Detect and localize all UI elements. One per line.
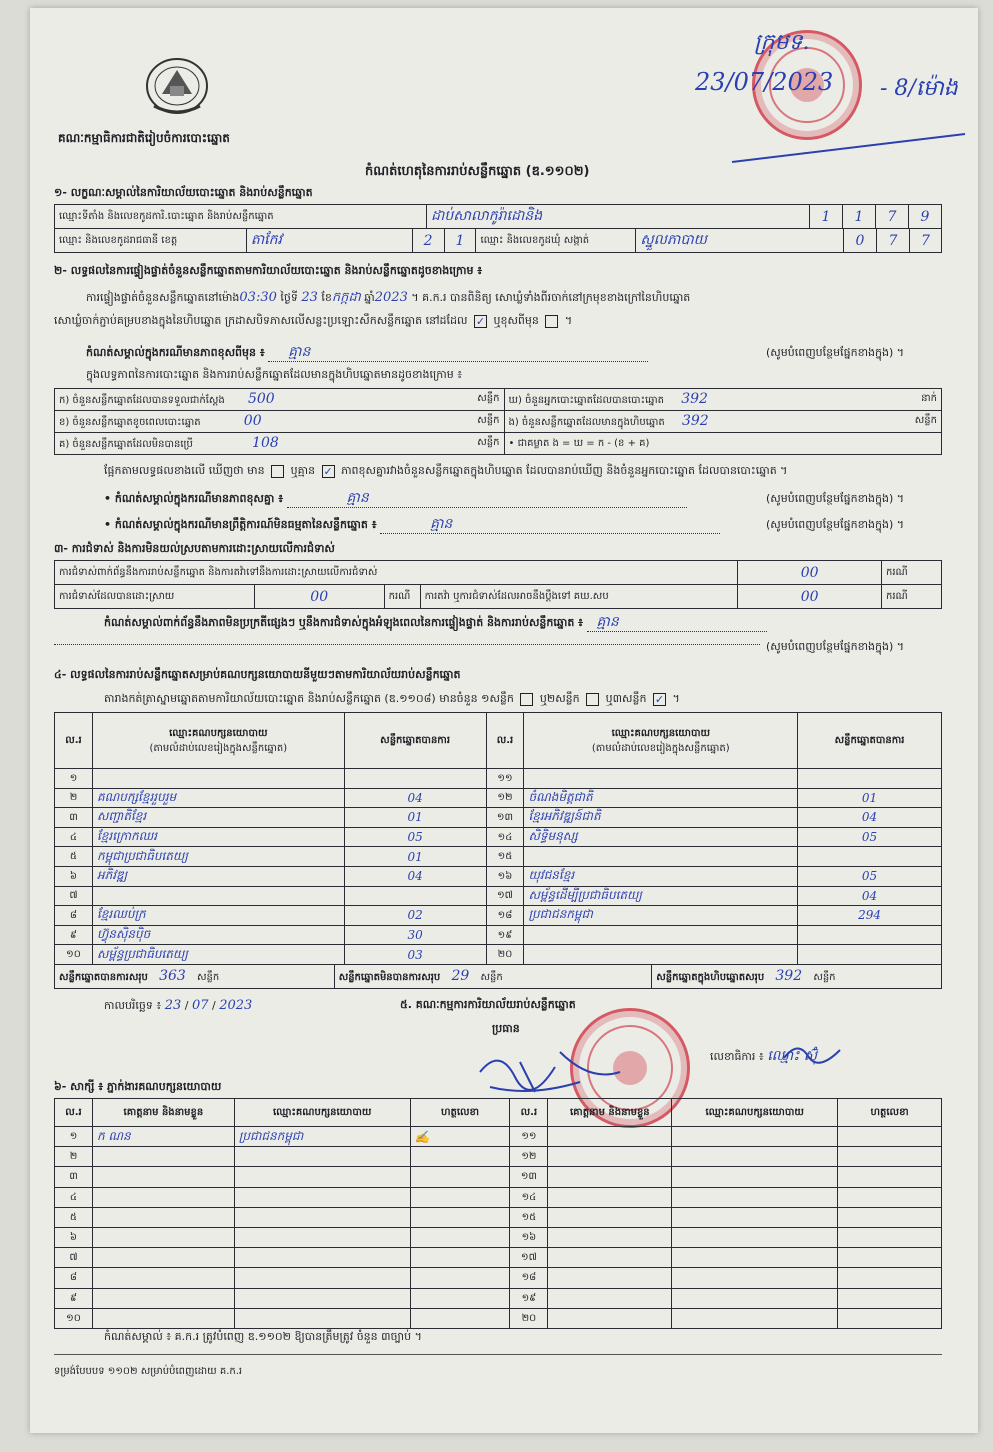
row-number: ៧ bbox=[55, 886, 93, 906]
valid-votes bbox=[798, 769, 942, 789]
valid-votes: 05 bbox=[798, 827, 942, 847]
count-row-c: គ) ចំនួនសន្លឹកឆ្នោតដែលមិនបានប្រើ 108 សន្លឹក bbox=[55, 433, 505, 455]
witness-signature bbox=[410, 1268, 510, 1288]
station-value: ដាប់សាលាកូរ៉ាដោនិង bbox=[427, 205, 810, 229]
results-row bbox=[55, 769, 942, 789]
valid-votes: 04 bbox=[344, 788, 486, 808]
witness-row bbox=[55, 1187, 942, 1207]
commune-label: ឈ្មោះ និងលេខកូដឃុំ សង្កាត់ bbox=[476, 229, 636, 253]
witness-row bbox=[55, 1248, 942, 1268]
witness-party bbox=[234, 1268, 410, 1288]
results-row bbox=[55, 808, 942, 828]
results-row bbox=[55, 906, 942, 926]
valid-votes: 03 bbox=[344, 945, 486, 965]
party-name: ប្រជាជនកម្ពុជា bbox=[524, 906, 798, 926]
form-footer: ទម្រង់បែបបទ ១១០២ សម្រាប់បំពេញដោយ គ.ក.រ bbox=[54, 1366, 243, 1377]
valid-votes: 02 bbox=[344, 906, 486, 926]
section1-heading: ១- លក្ខណៈសម្គាល់នៃការិយាល័យបោះឆ្នោត និងរាប់សន្លឹកឆ្នោត bbox=[54, 186, 313, 199]
province-code-digit: 2 bbox=[412, 229, 444, 253]
witness-row bbox=[55, 1207, 942, 1227]
row-number: ៦ bbox=[55, 866, 93, 886]
witness-name bbox=[548, 1308, 672, 1328]
witness-name bbox=[92, 1227, 234, 1247]
row-number: ៦ bbox=[55, 1227, 93, 1247]
three-sheet-checkbox[interactable]: ✓ bbox=[654, 692, 665, 706]
footnote: កំណត់សម្គាល់ ៖ គ.ក.រ ត្រូវបំពេញ ឌ.១១០២ ឱ្យបានត្រឹមត្រូវ ចំនួន ៣ច្បាប់ ។ bbox=[104, 1330, 422, 1343]
station-label: ឈ្មោះទីតាំង និងលេខកូដការិ.បោះឆ្នោត និងរាប់សន្លឹកឆ្នោត bbox=[55, 205, 427, 229]
party-name: ចំណងមិត្តជាតិ bbox=[524, 788, 798, 808]
count-row-b: ខ) ចំនួនសន្លឹកឆ្នោតខូចពេលបោះឆ្នោត 00 សន្លឹក bbox=[55, 411, 505, 433]
witness-name bbox=[92, 1147, 234, 1167]
witness-party bbox=[234, 1207, 410, 1227]
results-row bbox=[55, 925, 942, 945]
party-name bbox=[524, 769, 798, 789]
row-number: ៨ bbox=[55, 906, 93, 926]
signer-committee: ៥. គណៈកម្មការការិយាល័យរាប់សន្លឹកឆ្នោត bbox=[400, 998, 576, 1011]
difference-note: • កំណត់សម្គាល់ក្នុងករណីមានភាពខុសគ្នា ៖ គ្មាន bbox=[104, 490, 687, 508]
form-title: កំណត់ហេតុនៃការរាប់សន្លឹកឆ្នោត (ឌ.១១០២) bbox=[365, 164, 590, 179]
col-party: ឈ្មោះគណបក្សនយោបាយ (តាមលំដាប់លេខរៀងក្នុងសន្លឹកឆ្នោត) bbox=[524, 713, 798, 769]
changed-checkbox[interactable] bbox=[545, 315, 558, 328]
results-header-row bbox=[55, 713, 942, 769]
results-row bbox=[55, 788, 942, 808]
valid-votes bbox=[344, 886, 486, 906]
witness-party bbox=[234, 1227, 410, 1247]
valid-votes: 01 bbox=[344, 847, 486, 867]
committee-name: គណៈកម្មាធិការជាតិរៀបចំការបោះឆ្នោត bbox=[58, 131, 230, 145]
corner-note-line1: ក្រុមទ. bbox=[754, 30, 810, 55]
valid-votes: 30 bbox=[344, 925, 486, 945]
objection-table bbox=[54, 560, 942, 609]
witness-signature bbox=[838, 1127, 942, 1147]
row-number: ១៨ bbox=[486, 906, 524, 926]
objection-row1-value: 00 bbox=[738, 561, 882, 585]
witness-party: ប្រជាជនកម្ពុជា bbox=[234, 1127, 410, 1147]
witness-name bbox=[92, 1288, 234, 1308]
row-number: ៥ bbox=[55, 847, 93, 867]
col-party: ឈ្មោះគណបក្សនយោបាយ bbox=[234, 1099, 410, 1127]
row-number: ១០ bbox=[55, 1308, 93, 1328]
fill-hint: (សូមបំពេញបន្ថែមផ្នែកខាងក្នុង) ។ bbox=[766, 518, 905, 531]
witness-name bbox=[92, 1268, 234, 1288]
row-number: ៨ bbox=[55, 1268, 93, 1288]
results-table bbox=[54, 712, 942, 965]
witness-name bbox=[92, 1308, 234, 1328]
row-number: ១៥ bbox=[486, 847, 524, 867]
witness-signature bbox=[838, 1248, 942, 1268]
row-number: ២០ bbox=[486, 945, 524, 965]
secretary-line: លេខាធិការ ៖ ឈ្មោះ ស៊ុំ bbox=[710, 1048, 818, 1064]
row-number: ១២ bbox=[510, 1147, 548, 1167]
witness-name bbox=[548, 1127, 672, 1147]
row-number: ១៣ bbox=[486, 808, 524, 828]
seal-note-line: កំណត់សម្គាល់ក្នុងករណីមានភាពខុសពីមុន ៖ គ្មាន bbox=[86, 344, 648, 362]
witness-signature bbox=[838, 1207, 942, 1227]
objection-note-line bbox=[54, 644, 760, 645]
witness-row bbox=[55, 1268, 942, 1288]
witness-name bbox=[548, 1227, 672, 1247]
party-name: គណបក្សខ្មែររួបរួម bbox=[92, 788, 344, 808]
corner-underline bbox=[730, 126, 970, 166]
row-number: ១២ bbox=[486, 788, 524, 808]
witness-signature bbox=[410, 1288, 510, 1308]
witness-name bbox=[92, 1167, 234, 1187]
footer-divider bbox=[54, 1354, 942, 1355]
party-name: សញ្ជាតិខ្មែរ bbox=[92, 808, 344, 828]
witness-signature: ✍ bbox=[410, 1127, 510, 1147]
valid-votes: 05 bbox=[344, 827, 486, 847]
witness-party bbox=[672, 1227, 838, 1247]
party-name: កម្ពុជាប្រជាធិបតេយ្យ bbox=[92, 847, 344, 867]
party-name: សម្ព័ន្ធដើម្បីប្រជាធិបតេយ្យ bbox=[524, 886, 798, 906]
row-number: ១៩ bbox=[510, 1288, 548, 1308]
witness-party bbox=[234, 1248, 410, 1268]
witness-name bbox=[548, 1207, 672, 1227]
station-code-digit: 7 bbox=[876, 205, 909, 229]
verification-paragraph: ការផ្ទៀងផ្ទាត់ចំនួនសន្លឹកឆ្នោតនៅម៉ោង03:30 ថ្ងៃទី 23 ខែកក្កដា ឆ្នាំ2023 ។ គ.ក.រ បានពិនិត្យ សោឃ្លំទាំងពីរចាក់នៅក្រមុខខាងក្រៅនៃហិបឆ្នោត bbox=[86, 290, 691, 305]
party-name: យុវជនខ្មែរ bbox=[524, 866, 798, 886]
nec-emblem-icon bbox=[142, 56, 212, 118]
province-table bbox=[54, 228, 942, 253]
commune-code-digit: 7 bbox=[909, 229, 941, 253]
witness-party bbox=[234, 1167, 410, 1187]
row-number: ១០ bbox=[55, 945, 93, 965]
results-row bbox=[55, 866, 942, 886]
objection-unit: ករណី bbox=[882, 561, 942, 585]
witness-party bbox=[672, 1288, 838, 1308]
col-votes: សន្លឹកឆ្នោតបានការ bbox=[798, 713, 942, 769]
row-number: ១ bbox=[55, 1127, 93, 1147]
row-number: ១ bbox=[55, 769, 93, 789]
station-table bbox=[54, 204, 942, 229]
anomaly-note: • កំណត់សម្គាល់ក្នុងករណីមានព្រឹត្តិការណ៍មិនធម្មតានៃសន្លឹកឆ្នោត ៖ គ្មាន bbox=[104, 516, 720, 534]
valid-votes: 294 bbox=[798, 906, 942, 926]
row-number: ១៤ bbox=[510, 1187, 548, 1207]
chief-signature-icon bbox=[460, 1042, 630, 1102]
intact-checkbox[interactable]: ✓ bbox=[475, 314, 486, 328]
witness-signature bbox=[410, 1187, 510, 1207]
seal-status-line: សោឃ្លំចាក់ភ្ជាប់គម្របខាងក្នុងនៃហិបឆ្នោត ក្រដាសបិទភាសលើសន្លះប្រឡោះសឹកសន្លឹកឆ្នោត នៅដដែល ✓ ឬខុសពីមុន ។ bbox=[54, 314, 573, 328]
witness-signature bbox=[838, 1147, 942, 1167]
row-number: ១៧ bbox=[510, 1248, 548, 1268]
valid-votes bbox=[798, 945, 942, 965]
witness-row bbox=[55, 1127, 942, 1147]
commune-code-digit: 0 bbox=[844, 229, 877, 253]
row-number: ១១ bbox=[510, 1127, 548, 1147]
objection-row2-value: 00 bbox=[254, 585, 384, 609]
col-party: ឈ្មោះគណបក្សនយោបាយ (តាមលំដាប់លេខរៀងក្នុងសន្លឹកឆ្នោត) bbox=[92, 713, 344, 769]
col-sign: ហត្ថលេខា bbox=[410, 1099, 510, 1127]
col-party: ឈ្មោះគណបក្សនយោបាយ bbox=[672, 1099, 838, 1127]
witness-party bbox=[672, 1268, 838, 1288]
witness-signature bbox=[838, 1268, 942, 1288]
row-number: ១៥ bbox=[510, 1207, 548, 1227]
valid-votes: 01 bbox=[798, 788, 942, 808]
witness-name bbox=[548, 1288, 672, 1308]
witness-signature bbox=[410, 1248, 510, 1268]
witness-party bbox=[234, 1187, 410, 1207]
witness-party bbox=[672, 1308, 838, 1328]
fill-hint: (សូមបំពេញបន្ថែមផ្នែកខាងក្នុង) ។ bbox=[766, 492, 905, 505]
valid-votes: 01 bbox=[344, 808, 486, 828]
total-invalid: សន្លឹកឆ្នោតមិនបានការសរុប 29 សន្លឹក bbox=[334, 965, 652, 989]
objection-unit: ករណី bbox=[384, 585, 420, 609]
row-number: ៤ bbox=[55, 827, 93, 847]
objection-row2-label: ការជំទាស់ដែលបានដោះស្រាយ bbox=[55, 585, 255, 609]
witness-party bbox=[672, 1248, 838, 1268]
objection-row1-label: ការជំទាស់ពាក់ព័ន្ធនឹងការរាប់សន្លឹកឆ្នោត និងការតវ៉ាទៅនឹងការដោះស្រាយលើការជំទាស់ bbox=[55, 561, 738, 585]
valid-votes: 04 bbox=[344, 866, 486, 886]
witness-name bbox=[92, 1248, 234, 1268]
witness-party bbox=[672, 1187, 838, 1207]
witness-row bbox=[55, 1308, 942, 1328]
commune-code-digit: 7 bbox=[876, 229, 909, 253]
count-row-e: ង) ចំនួនសន្លឹកឆ្នោតដែលមានក្នុងហិបឆ្នោត 392 សន្លឹក bbox=[504, 411, 942, 433]
valid-votes bbox=[344, 769, 486, 789]
witness-name bbox=[548, 1147, 672, 1167]
results-row bbox=[55, 945, 942, 965]
col-no: ល.រ bbox=[486, 713, 524, 769]
fill-hint: (សូមបំពេញបន្ថែមផ្នែកខាងក្នុង) ។ bbox=[766, 640, 905, 653]
row-number: ៤ bbox=[55, 1187, 93, 1207]
row-number: ១១ bbox=[486, 769, 524, 789]
witness-signature bbox=[838, 1167, 942, 1187]
row-number: ១៤ bbox=[486, 827, 524, 847]
results-row bbox=[55, 827, 942, 847]
row-number: ៣ bbox=[55, 808, 93, 828]
party-name: ហ៊្វុនស៊ិនប៉ិច bbox=[92, 925, 344, 945]
row-number: ៥ bbox=[55, 1207, 93, 1227]
party-name bbox=[524, 925, 798, 945]
two-sheet-checkbox[interactable] bbox=[586, 693, 599, 706]
col-votes: សន្លឹកឆ្នោតបានការ bbox=[344, 713, 486, 769]
valid-votes: 04 bbox=[798, 886, 942, 906]
witness-party bbox=[672, 1167, 838, 1187]
row-number: ១៩ bbox=[486, 925, 524, 945]
col-name: គោត្តនាម និងនាមខ្លួន bbox=[92, 1099, 234, 1127]
col-name: គោត្តនាម និងនាមខ្លួន bbox=[548, 1099, 672, 1127]
objection-note: កំណត់សម្គាល់ពាក់ព័ន្ធនឹងភាពមិនប្រក្រតីផ្សេងៗ ឬនឹងការជំទាស់ក្នុងអំឡុងពេលនៃការផ្ទៀងផ្ទាត់ និងការរាប់សន្លឹកឆ្នោត ៖ គ្មាន bbox=[104, 614, 767, 632]
witness-row bbox=[55, 1167, 942, 1187]
form-page bbox=[30, 8, 978, 1433]
count-formula: • ជាគម្លាត ង = ឃ = ក - (ខ + គ) bbox=[504, 433, 942, 455]
objection-row3-label: ការតវ៉ា ឬការជំទាស់ដែលអាចនឹងប្តឹងទៅ គឃ.សប bbox=[420, 585, 738, 609]
count-row-d: ឃ) ចំនួនអ្នកបោះឆ្នោតដែលបានបោះឆ្នោត 392 នាក់ bbox=[504, 389, 942, 411]
row-number: ២ bbox=[55, 1147, 93, 1167]
total-in-box: សន្លឹកឆ្នោតក្នុងហិបឆ្នោតសរុប 392 សន្លឹក bbox=[652, 965, 942, 989]
witness-row bbox=[55, 1147, 942, 1167]
chief-label: ប្រធាន bbox=[492, 1022, 520, 1035]
col-no: ល.រ bbox=[55, 713, 93, 769]
party-name bbox=[92, 886, 344, 906]
results-totals bbox=[54, 964, 942, 989]
province-label: ឈ្មោះ និងលេខកូដរាជធានី ខេត្ត bbox=[55, 229, 247, 253]
commune-value: ស្នួលភាបាយ bbox=[636, 229, 844, 253]
row-number: ១៧ bbox=[486, 886, 524, 906]
signature-date: កាលបរិច្ឆេទ ៖ 23 / 07 / 2023 bbox=[104, 998, 253, 1013]
objection-unit: ករណី bbox=[882, 585, 942, 609]
corner-note-date: 23/07/2023 bbox=[695, 68, 834, 96]
row-number: ១៦ bbox=[486, 866, 524, 886]
total-valid: សន្លឹកឆ្នោតបានការសរុប 363 សន្លឹក bbox=[55, 965, 335, 989]
valid-votes: 04 bbox=[798, 808, 942, 828]
party-name bbox=[92, 769, 344, 789]
row-number: ២ bbox=[55, 788, 93, 808]
witness-signature bbox=[410, 1308, 510, 1328]
comparison-line: ផ្អែកតាមលទ្ធផលខាងលើ ឃើញថា មាន ឬគ្មាន ✓ ភាពខុសគ្នារវាងចំនួនសន្លឹកឆ្នោតក្នុងហិបឆ្នោត ដែលបានរាប់ឃើញ និងចំនួនអ្នកបោះឆ្នោត ដែលបានបោះឆ្នោត ។ bbox=[104, 464, 788, 478]
witness-row bbox=[55, 1227, 942, 1247]
fill-hint: (សូមបំពេញបន្ថែមផ្នែកខាងក្នុង) ។ bbox=[766, 346, 905, 359]
witness-name bbox=[548, 1187, 672, 1207]
party-name: ខ្មែរអភិវឌ្ឍន៍ជាតិ bbox=[524, 808, 798, 828]
count-intro: ក្នុងលទ្ធភាពនៃការបោះឆ្នោត និងការរាប់សន្លឹកឆ្នោតដែលមានក្នុងហិបឆ្នោតមានដូចខាងក្រោម ៖ bbox=[86, 368, 463, 381]
row-number: ១៦ bbox=[510, 1227, 548, 1247]
results-row bbox=[55, 847, 942, 867]
section3-heading: ៣- ការជំទាស់ និងការមិនយល់ស្របតាមការដោះស្រាយលើការជំទាស់ bbox=[54, 542, 335, 555]
party-name: អភិវឌ្ឍ bbox=[92, 866, 344, 886]
witness-name: ក ណន bbox=[92, 1127, 234, 1147]
witness-signature bbox=[838, 1227, 942, 1247]
witness-name bbox=[92, 1187, 234, 1207]
witness-signature bbox=[838, 1288, 942, 1308]
ballot-count-table bbox=[54, 388, 942, 455]
row-number: ៣ bbox=[55, 1167, 93, 1187]
row-number: ៩ bbox=[55, 1288, 93, 1308]
witness-party bbox=[234, 1288, 410, 1308]
witness-header-row bbox=[55, 1099, 942, 1127]
witness-name bbox=[548, 1268, 672, 1288]
party-name bbox=[524, 847, 798, 867]
row-number: ៩ bbox=[55, 925, 93, 945]
secretary-signature-icon bbox=[780, 1038, 850, 1068]
witness-party bbox=[234, 1308, 410, 1328]
witness-name bbox=[548, 1248, 672, 1268]
section2-heading: ២- លទ្ធផលនៃការផ្ទៀងផ្ទាត់ចំនួនសន្លឹកឆ្នោតតាមការិយាល័យបោះឆ្នោត និងរាប់សន្លឹកឆ្នោតដូចខាងក្រោម ៖ bbox=[54, 264, 483, 277]
row-number: ៧ bbox=[55, 1248, 93, 1268]
party-name: សម្ព័ន្ធប្រជាធិបតេយ្យ bbox=[92, 945, 344, 965]
section6-heading: ៦- សាក្សី ៖ ភ្នាក់ងារគណបក្សនយោបាយ bbox=[54, 1080, 222, 1093]
one-sheet-checkbox[interactable] bbox=[520, 693, 533, 706]
witness-party bbox=[672, 1127, 838, 1147]
tally-sheet-line: តារាងកត់ត្រាស្នាមឆ្នោតតាមការិយាល័យបោះឆ្នោត និងរាប់សន្លឹកឆ្នោត (ឌ.១១០៨) មានចំនួន ១សន្លឹក ឬ២សន្លឹក ឬ៣សន្លឹក ✓ ។ bbox=[104, 692, 680, 706]
corner-note-line2: - 8/ម៉ោង bbox=[880, 76, 958, 101]
col-no: ល.រ bbox=[55, 1099, 93, 1127]
col-no: ល.រ bbox=[510, 1099, 548, 1127]
witness-signature bbox=[410, 1207, 510, 1227]
has-difference-checkbox[interactable] bbox=[271, 465, 284, 478]
witness-signature bbox=[410, 1147, 510, 1167]
witness-party bbox=[672, 1207, 838, 1227]
witness-party bbox=[672, 1147, 838, 1167]
row-number: ២០ bbox=[510, 1308, 548, 1328]
witness-signature bbox=[838, 1308, 942, 1328]
results-row bbox=[55, 886, 942, 906]
witness-name bbox=[548, 1167, 672, 1187]
valid-votes bbox=[798, 925, 942, 945]
valid-votes: 05 bbox=[798, 866, 942, 886]
station-code-digit: 1 bbox=[843, 205, 876, 229]
col-sign: ហត្ថលេខា bbox=[838, 1099, 942, 1127]
party-name: ខ្មែរឈប់ក្រ bbox=[92, 906, 344, 926]
party-name bbox=[524, 945, 798, 965]
station-code-digit: 9 bbox=[909, 205, 942, 229]
province-value: តាកែវ bbox=[246, 229, 412, 253]
province-code-digit: 1 bbox=[444, 229, 476, 253]
station-code-digit: 1 bbox=[810, 205, 843, 229]
witness-party bbox=[234, 1147, 410, 1167]
witness-signature bbox=[838, 1187, 942, 1207]
witness-signature bbox=[410, 1227, 510, 1247]
section4-heading: ៤- លទ្ធផលនៃការរាប់សន្លឹកឆ្នោតសម្រាប់គណបក្សនយោបាយនីមួយៗតាមការិយាល័យរាប់សន្លឹកឆ្នោត bbox=[54, 668, 461, 681]
count-row-a: ក) ចំនួនសន្លឹកឆ្នោតដែលបានទទួលជាក់ស្តែង 500 សន្លឹក bbox=[55, 389, 505, 411]
witness-table bbox=[54, 1098, 942, 1329]
no-difference-checkbox[interactable]: ✓ bbox=[323, 464, 333, 478]
row-number: ១៣ bbox=[510, 1167, 548, 1187]
witness-signature bbox=[410, 1167, 510, 1187]
objection-row3-value: 00 bbox=[738, 585, 882, 609]
row-number: ១៨ bbox=[510, 1268, 548, 1288]
party-name: សិទ្ធិមនុស្ស bbox=[524, 827, 798, 847]
party-name: ខ្មែរក្រោកឈរ bbox=[92, 827, 344, 847]
witness-row bbox=[55, 1288, 942, 1308]
valid-votes bbox=[798, 847, 942, 867]
witness-name bbox=[92, 1207, 234, 1227]
